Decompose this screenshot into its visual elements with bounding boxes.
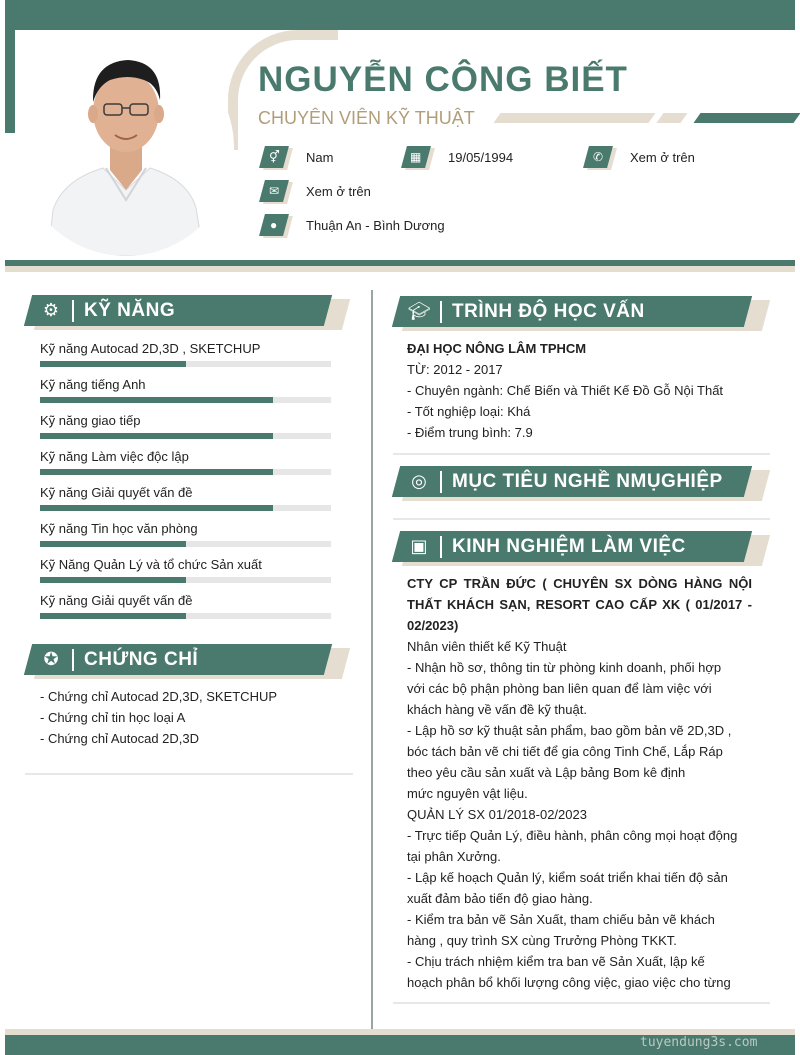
- skill-bar-fill: [40, 613, 186, 619]
- candidate-name: NGUYỄN CÔNG BIẾT: [258, 60, 628, 99]
- skills-heading-label: KỸ NĂNG: [84, 299, 176, 321]
- phone-value: Xem ở trên: [630, 149, 695, 165]
- gender-value: Nam: [306, 149, 334, 165]
- phone-icon: ✆: [586, 146, 612, 168]
- skill-bar-track: [40, 505, 331, 511]
- skill-label: Kỹ năng Autocad 2D,3D , SKETCHUP: [40, 341, 261, 356]
- skill-bar-fill: [40, 505, 273, 511]
- skill-bar-track: [40, 541, 331, 547]
- skill-bar-track: [40, 397, 331, 403]
- skill-label: Kỹ năng giao tiếp: [40, 413, 141, 428]
- skill-item: [40, 413, 332, 428]
- skill-bar-track: [40, 469, 331, 475]
- calendar-icon: ▦: [404, 146, 430, 168]
- candidate-title: CHUYÊN VIÊN KỸ THUẬT: [258, 108, 475, 128]
- section-divider: [393, 453, 770, 455]
- profile-photo: [18, 40, 234, 256]
- skills-heading: [28, 295, 358, 328]
- section-divider: [393, 518, 770, 520]
- education-period: TỪ: 2012 - 2017: [407, 362, 503, 377]
- skill-bar-fill: [40, 469, 273, 475]
- experience-line: theo yêu cầu sản xuất và Lập bảng Bom kê định: [407, 765, 686, 780]
- skill-bar-fill: [40, 541, 186, 547]
- education-line: - Điểm trung bình: 7.9: [407, 425, 533, 440]
- experience-line: - Nhận hồ sơ, thông tin từ phòng kinh doanh, phối hợp: [407, 660, 722, 675]
- email-value: Xem ở trên: [306, 183, 371, 199]
- skill-bar-track: [40, 577, 331, 583]
- skill-item: [40, 521, 332, 536]
- title-accent-bar: [693, 113, 800, 123]
- skill-label: Kỹ năng Giải quyết vấn đề: [40, 593, 193, 608]
- skill-bar-track: [40, 613, 331, 619]
- certificate-item: - Chứng chỉ Autocad 2D,3D: [40, 731, 200, 746]
- column-divider: [371, 290, 373, 1035]
- skill-item: [40, 341, 332, 356]
- experience-line: - Kiểm tra bản vẽ Sản Xuất, tham chiếu bản vẽ khách: [407, 912, 715, 927]
- experience-heading-label: KINH NGHIỆM LÀM VIỆC: [452, 535, 686, 557]
- experience-line: với các bộ phận phòng ban liên quan để làm việc với: [407, 681, 712, 696]
- education-line: - Tốt nghiệp loại: Khá: [407, 404, 531, 419]
- award-ribbon-icon: ✪: [43, 649, 59, 669]
- skill-label: Kỹ năng Giải quyết vấn đề: [40, 485, 193, 500]
- info-birthday: [404, 146, 513, 168]
- title-accent-bar: [493, 113, 655, 123]
- education-heading-label: TRÌNH ĐỘ HỌC VẤN: [452, 300, 645, 322]
- header-divider-light: [5, 266, 795, 272]
- experience-line: xuất đảm bảo tiến độ giao hàng.: [407, 891, 593, 906]
- skill-label: Kỹ năng Tin học văn phòng: [40, 521, 198, 536]
- target-icon: ◎: [411, 471, 427, 491]
- education-heading: [396, 296, 776, 329]
- info-email: [262, 180, 371, 202]
- experience-line: - Chịu trách nhiệm kiểm tra ban vẽ Sản Xuất, lập kế: [407, 954, 705, 969]
- experience-line: Nhân viên thiết kế Kỹ Thuật: [407, 639, 567, 654]
- info-gender: [262, 146, 333, 168]
- graduation-cap-icon: 🎓︎: [407, 301, 431, 321]
- gear-icon: ⚙: [42, 300, 60, 320]
- location-pin-icon: ●: [262, 214, 288, 236]
- experience-company: CTY CP TRẦN ĐỨC ( CHUYÊN SX DÒNG HÀNG NỘI THẤT KHÁCH SẠN, RESORT CAO CẤP XK ( 01/2017 - 02/2023): [407, 576, 752, 633]
- experience-heading: [396, 531, 776, 564]
- skill-bar-fill: [40, 577, 186, 583]
- skill-item: [40, 377, 332, 392]
- briefcase-icon: ▣: [410, 536, 428, 556]
- objective-heading: [396, 466, 776, 499]
- skill-label: Kỹ năng tiếng Anh: [40, 377, 146, 392]
- skill-label: Kỹ Năng Quản Lý và tổ chức Sản xuất: [40, 557, 262, 572]
- header-left-band: [5, 0, 15, 133]
- skill-item: [40, 485, 332, 500]
- skill-label: Kỹ năng Làm việc độc lập: [40, 449, 189, 464]
- skill-bar-fill: [40, 433, 273, 439]
- section-divider: [393, 1002, 770, 1004]
- watermark: tuyendung3s.com: [640, 1035, 758, 1050]
- education-school: ĐẠI HỌC NÔNG LÂM TPHCM: [407, 341, 587, 356]
- experience-line: hoạch phân bổ khối lượng công việc, giao việc cho từng: [407, 975, 731, 990]
- skill-item: [40, 593, 332, 608]
- info-phone: [586, 146, 695, 168]
- skill-item: [40, 557, 332, 572]
- left-column-end-divider: [25, 773, 353, 775]
- info-address: [262, 214, 445, 236]
- birthday-value: 19/05/1994: [448, 149, 514, 165]
- envelope-icon: ✉: [262, 180, 288, 202]
- objective-heading-label: MỤC TIÊU NGHỀ NMỤGHIỆP: [452, 470, 723, 492]
- experience-line: bóc tách bản vẽ chi tiết để gia công Tinh Chế, Lắp Ráp: [407, 744, 723, 759]
- experience-line: mức nguyên vật liệu.: [407, 786, 528, 801]
- experience-line: hàng , quy trình SX cùng Trưởng Phòng TKKT.: [407, 933, 677, 948]
- certificate-item: - Chứng chỉ tin học loại A: [40, 710, 186, 725]
- skill-bar-track: [40, 361, 331, 367]
- gender-icon: ⚥: [262, 146, 288, 168]
- experience-line: - Lập hồ sơ kỹ thuật sản phẩm, bao gồm bản vẽ 2D,3D ,: [407, 723, 732, 738]
- certificate-item: - Chứng chỉ Autocad 2D,3D, SKETCHUP: [40, 689, 278, 704]
- certificates-heading: [28, 644, 358, 677]
- education-line: - Chuyên ngành: Chế Biến và Thiết Kế Đồ Gỗ Nội Thất: [407, 383, 724, 398]
- experience-line: tại phân Xưởng.: [407, 849, 501, 864]
- experience-line: - Trực tiếp Quản Lý, điều hành, phân công mọi hoạt động: [407, 828, 738, 843]
- experience-line: - Lập kế hoạch Quản lý, kiểm soát triển khai tiến độ sản: [407, 870, 728, 885]
- experience-line: khách hàng về vấn đề kỹ thuật.: [407, 702, 587, 717]
- experience-line: QUẢN LÝ SX 01/2018-02/2023: [407, 807, 587, 822]
- skill-bar-fill: [40, 397, 273, 403]
- skill-bar-track: [40, 433, 331, 439]
- skill-bar-fill: [40, 361, 186, 367]
- address-value: Thuận An - Bình Dương: [306, 217, 445, 233]
- certificates-heading-label: CHỨNG CHỈ: [84, 648, 199, 670]
- header-top-band: [5, 0, 795, 30]
- skill-item: [40, 449, 332, 464]
